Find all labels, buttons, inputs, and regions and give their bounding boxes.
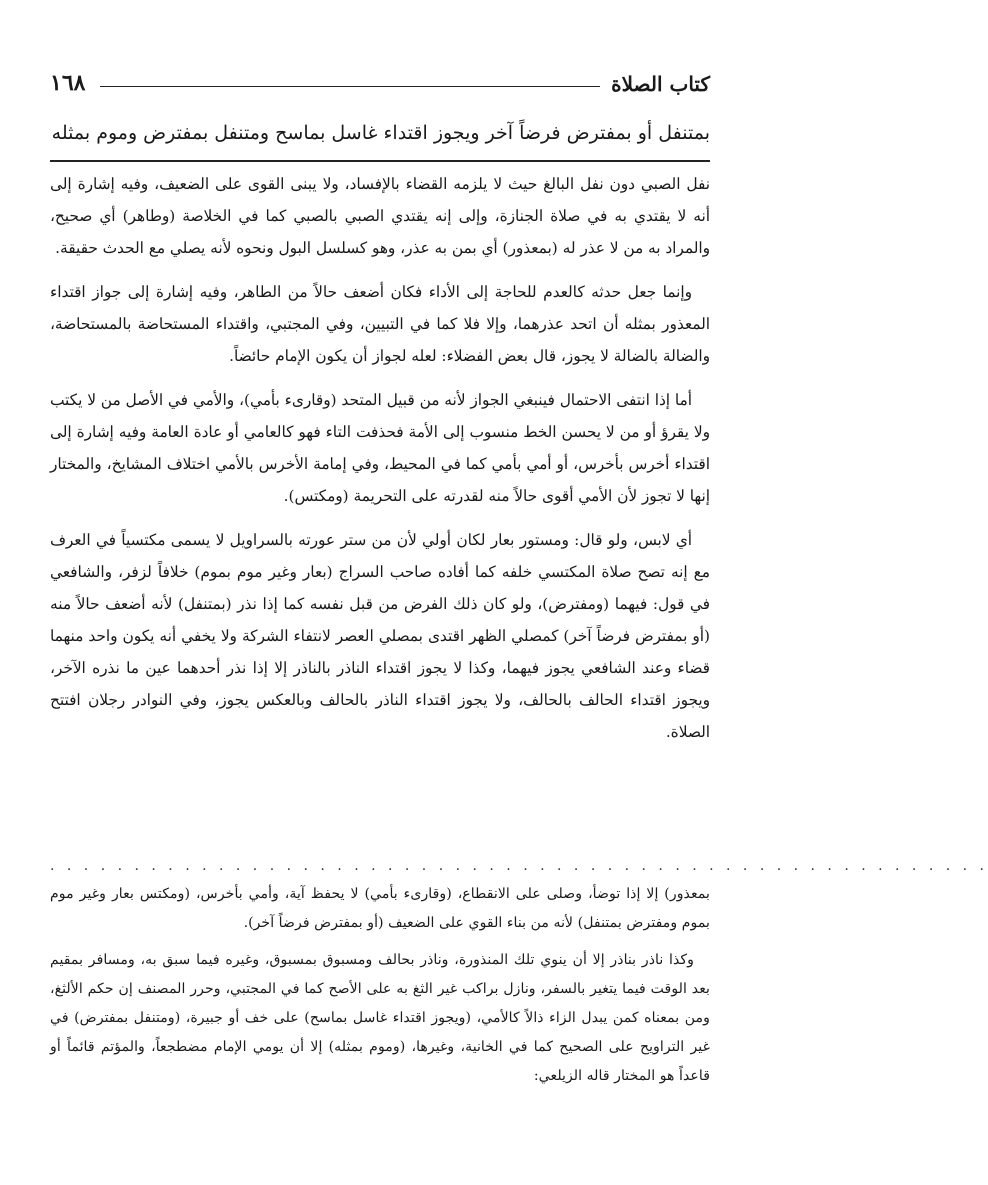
commentary-paragraph: وإنما جعل حدثه كالعدم للحاجة إلى الأداء فكان أضعف حالاً من الطاهر، وفيه إشارة إلى جواز اقتداء المعذور بمثله أن اتحد عذرهما، وإلا فلا كما في التبيين، وفي المجتبي، واقتداء المستحاضة بالمستحاضة، والضالة بالضالة لا يجوز، قال بعض الفضلاء: لعله لجواز أن يكون الإمام حائضاً. [50,283,710,365]
book-title: كتاب الصلاة [611,72,710,96]
page-number: ١٦٨ [50,70,86,96]
matn-separator [50,160,710,162]
commentary-paragraph: أي لابس، ولو قال: ومستور بعار لكان أولي لأن من ستر عورته بالسراويل لا يسمى مكتسياً في العرف مع إنه تصح صلاة المكتسي خلفه كما أفاده صاحب السراج (بعار وغير موم بموم) خلافاً لزفر، والشافعي في قول: فيهما (ومفترض)، ولو كان ذلك الفرض من قبل نفسه كما إذا نذر (بمتنفل) لأنه أضعف حالاً منه (أو بمفترض فرضاً آخر) كمصلي الظهر اقتدى بمصلي العصر لانتفاء الشركة ولا يخفي أنه يكون واحد منهما قضاء وعند الشافعي يجوز فيهما، وكذا لا يجوز اقتداء الناذر بالناذر إلا إذا نذر أحدهما عين ما نذره الآخر، ويجوز اقتداء الحالف بالحالف، ولا يجوز اقتداء الناذر بالحالف وبالعكس يجوز، وفي النوادر رجلان افتتح الصلاة. [50,531,710,741]
footnote-text [50,880,710,1099]
matn-text: بمتنفل أو بمفترض فرضاً آخر ويجوز اقتداء غاسل بماسح ومتنفل بمفترض وموم بمثله [51,122,710,144]
commentary-paragraph: أما إذا انتفى الاحتمال فينبغي الجواز لأنه من قبيل المتحد (وقارىء بأمي)، والأمي في الأصل من لا يكتب ولا يقرؤ أو من لا يحسن الخط منسوب إلى الأمة فحذفت التاء فهو كالعامي أو عادة العامة وفيه إشارة إلى اقتداء أخرس بأخرس، أو أمي بأمي كما في المحيط، وفي إمامة الأخرس بالأمي اختلاف المشايخ، والمختار إنها لا تجوز لأن الأمي أقوى حالاً منه لقدرته على التحريمة (ومكتس). [50,391,710,505]
running-header [50,70,710,104]
footnote-paragraph: بمعذور) إلا إذا توضأ، وصلى على الانقطاع، (وقارىء بأمي) لا يحفظ آية، وأمي بأخرس، (ومكتس بعار وغير موم بموم ومفترض بمتنفل) لأنه من بناء القوي على الضعيف (أو بمفترض فرضاً آخر). [50,886,710,931]
commentary-text [50,168,710,760]
commentary-paragraph: نفل الصبي دون نفل البالغ حيث لا يلزمه القضاء بالإفساد، ولا يبنى القوى على الضعيف، وفيه إشارة إلى أنه لا يقتدي به في صلاة الجنازة، وإلى إنه يقتدي الصبي بالصبي كما في الخلاصة (وطاهر) أي صحيح، والمراد به من لا عذر له (بمعذور) أي بمن به عذر، وهو كسلسل البول ونحوه لأنه يصلي مع الحدث حقيقة. [50,175,710,257]
header-rule [100,86,600,87]
footnote-paragraph: وكذا ناذر بناذر إلا أن ينوي تلك المنذورة، وناذر بحالف ومسبوق بمسبوق، وغيره فيما سبق به، ومسافر بمقيم بعد الوقت فيما يتغير بالسفر، ونازل براكب غير الثغ به على الأصح كما في المجتبي، وحرر المصنف إن حكم الألثغ، ومن بمعناه كمن يبدل الزاء ذالاً كالأمي، (ويجوز اقتداء غاسل بماسح) على خف أو جبيرة، (ومتنفل بمفترض) في غير التراويح على الصحيح كما في الخانية، وغيرها، (وموم بمثله) إلا أن يومي الإمام مضطجعاً، والمؤتم قائماً أو قاعداً هو المختار قاله الزيلعي: [50,952,710,1084]
footnote-separator: . . . . . . . . . . . . . . . . . . . . . . . . . . . . . . . . . . . . . . . . . . . . . . . . . . . . . . . . [50,858,988,874]
